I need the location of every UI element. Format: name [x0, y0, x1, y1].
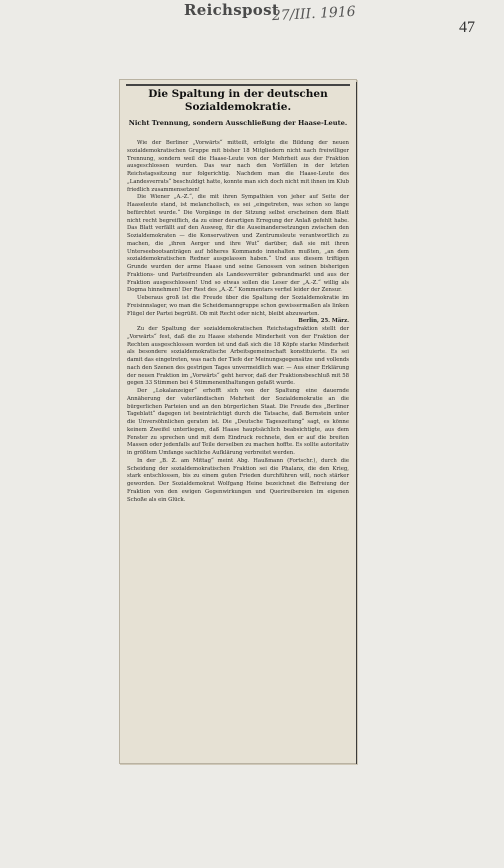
article-paragraph: Die Wiener „A.-Z.“, die mit ihren Sympathien von jeher auf Seite der Haaseleute stand, ist melancholisch, es sei „eingetreten, was schon so lange befürchtet wurde.“ Die Vorgänge in der Sitzung selbst erscheinen dem Blatt nicht recht begreiflich, da zu einer derartigen Erregung der Anlaß gefehlt habe. Das Blatt verfällt auf den Ausweg, für die Auseinandersetzungen zwischen den Sozialdemokraten — die Konservativen und Zentrumsleute verantwortlich zu machen, die „ihren Aerger und ihre Wut“ darüber, daß sie mit ihren Unterseebootsanträgen auf höheres Kommando innehalten mußten, „an dem sozialdemokratischen Redner ausgelassen haben.“ Und aus diesem triftigen Grunde wurden der arme Haase und seine Genossen von seinen bisherigen Fraktions- und Parteifreunden als Landesverräter gebrandmarkt und aus der Fraktion ausgeschlossen! Und so etwas sollen die Leser der „A.-Z.“ willig als Dogma hinnehmen! Der Rest des „A.-Z.“ Kommentars verfiel leider der Zensur.	[127, 194, 349, 294]
article-headline: Die Spaltung in der deutschen Sozialdemokratie.	[148, 88, 328, 113]
article-paragraph: Der „Lokalanzeiger“ erhofft sich von der Spaltung eine dauernde Annäherung der vaterländischen Mehrheit der Sozialdemokratie an die bürgerlichen Parteien und an den bürgerlichen Staat. Die Freude des „Berliner Tageblatt“ dagegen ist beeinträchtigt durch die Tatsache, daß Bernstein unter die Unversöhnlichen geraten ist. Die „Deutsche Tageszeitung“ sagt, es könne keinem Zweifel unterliegen, daß Haase hauptsächlich beabsichtigte, aus dem Fenster zu sprechen und mit dem Eindruck rechnete, den er auf die breiten Massen oder jedenfalls auf Teile derselben zu machen hoffte. Es sollte autoritativ in größtem Umfange sachliche Aufklärung verbreitet werden.	[127, 388, 349, 456]
ink-margin-line	[352, 82, 357, 764]
article-paragraph: Ueberaus groß ist die Freude über die Spaltung der Sozialdemokratie im Freisinnslager, wo man die Scheidemanngruppe schon gewissermaßen als linken Flügel der Partei begrüßt. Ob mit Recht oder nicht, bleibt abzuwarten.	[127, 295, 349, 317]
clipping-top-rule	[126, 84, 350, 86]
article-paragraph: Zu der Spaltung der sozialdemokratischen Reichstagsfraktion stellt der „Vorwärts“ fest, daß die zu Haase stehende Minderheit von der Fraktion der Rechten ausgeschlossen worden ist und daß sich die 18 Köpfe starke Minderheit als besondere sozialdemokratische Arbeitsgemeinschaft konstituierte. Es sei damit das eingetreten, was nach der Tiefe der Meinungsgegensätze und vollends nach den Szenen des gestrigen Tages unvermeidlich war. — Aus einer Erklärung der neuen Fraktion im „Vorwärts“ geht hervor, daß der Fraktionsbeschluß mit 58 gegen 33 Stimmen bei 4 Stimmenenthaltungen gefaßt wurde.	[127, 326, 349, 387]
newspaper-stamp: Reichspost	[184, 1, 280, 19]
article-paragraph: Wie der Berliner „Vorwärts“ mitteilt, erfolgte die Bildung der neuen sozialdemokratischen Gruppe mit bisher 18 Mitgliedern nicht nach freiwilliger Trennung, sondern weil die Haase-Leute von der Mehrheit aus der Fraktion ausgeschlossen wurden. Das war nach den Vorfällen in der letzten Reichstagssitzung nur folgerichtig. Nachdem man die Haase-Leute des „Landesverrats“ beschuldigt hatte, konnte man sich doch nicht mit ihnen im Klub friedlich zusammensetzen!	[127, 140, 349, 193]
page-number: 47	[459, 19, 475, 36]
article-subhead: Nicht Trennung, sondern Ausschließung der Haase-Leute.	[128, 119, 348, 127]
article-dateline: Berlin, 25. März.	[298, 318, 349, 325]
handwritten-date: 27/III. 1916	[271, 3, 357, 25]
article-body	[127, 140, 349, 757]
article-paragraph: In der „B. Z. am Mittag“ meint Abg. Haußmann (Fortschr.), durch die Scheidung der sozialdemokratischen Fraktion sei die Phalanx, die den Krieg, stark entschlossen, bis zu einem guten Frieden durchführen will, noch stärker geworden. Der Sozialdemokrat Wolfgang Heine bezeichnet die Befreiung der Fraktion von den ewigen Gegenwirkungen und Querireibereien im eigenen Schoße als ein Glück.	[127, 457, 349, 503]
newspaper-clipping	[119, 79, 357, 764]
